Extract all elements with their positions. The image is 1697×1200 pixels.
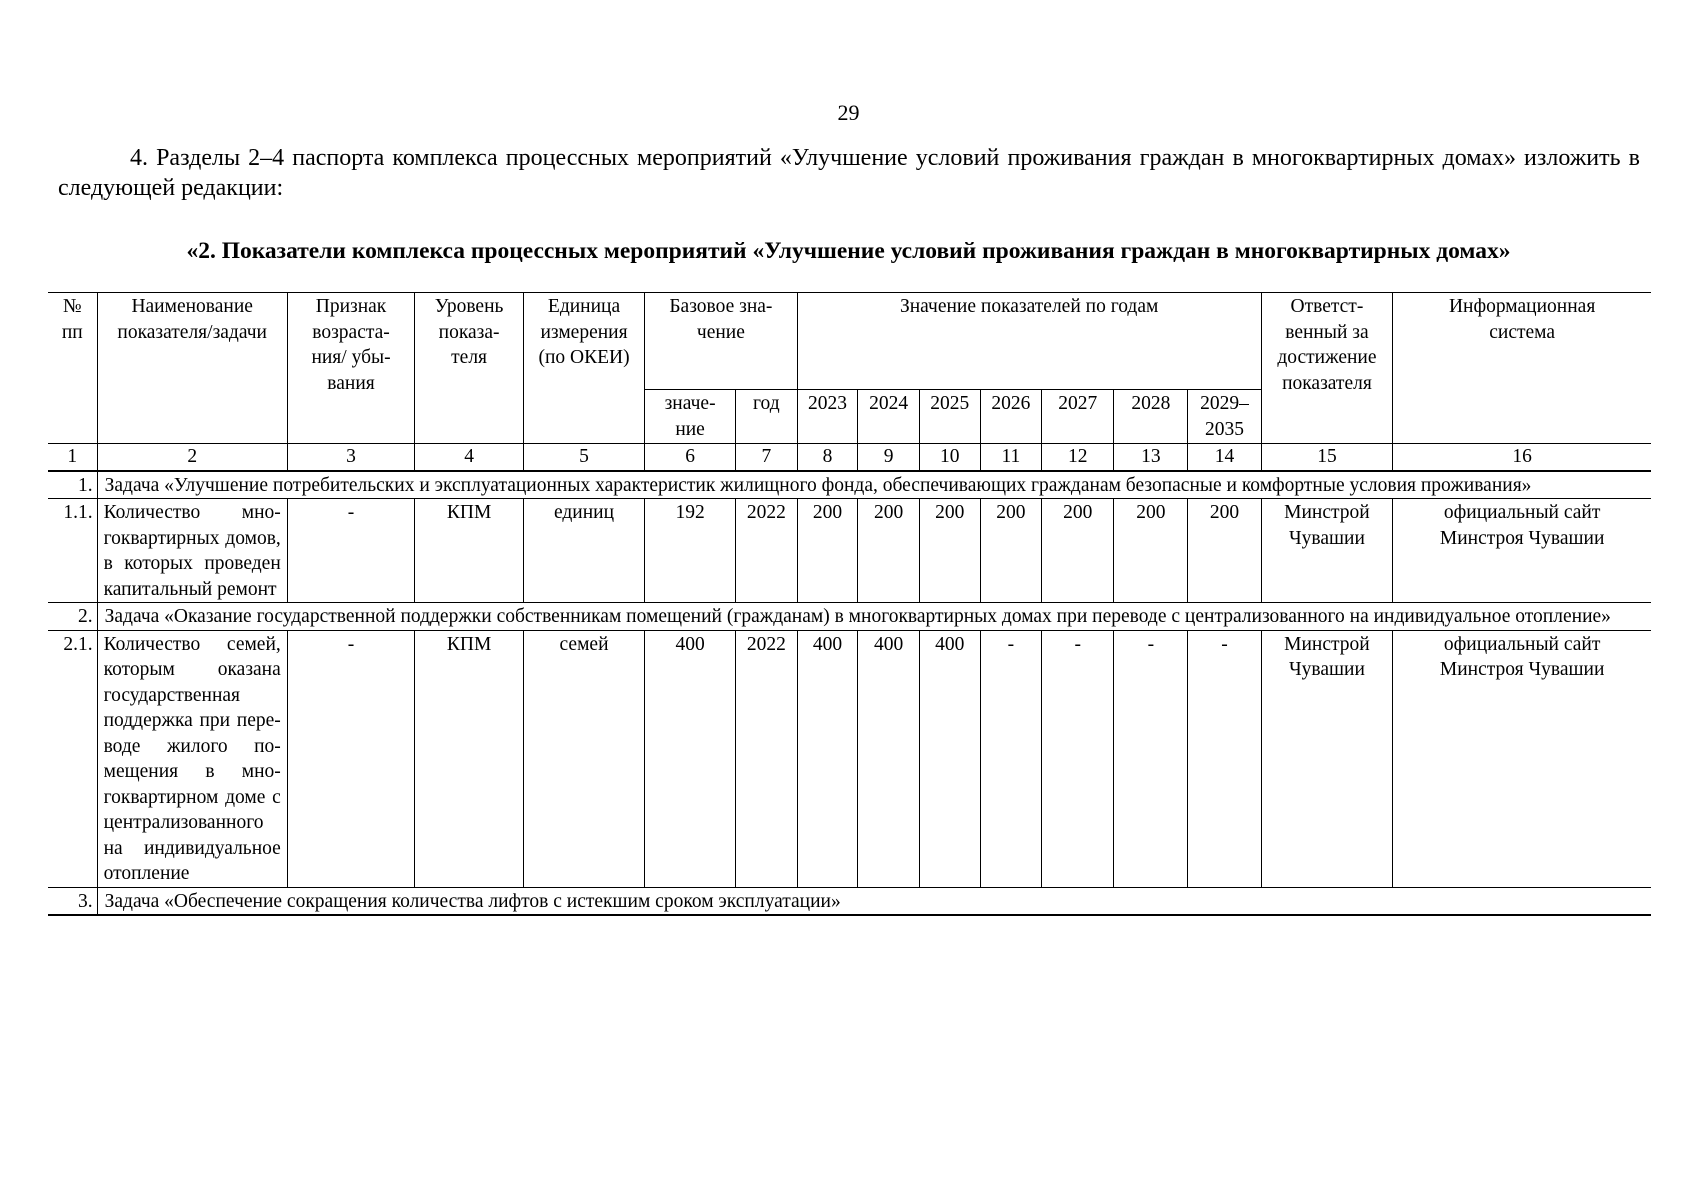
column-number: 1 xyxy=(48,444,97,471)
column-numbers-row xyxy=(48,444,1651,471)
column-number: 5 xyxy=(523,444,644,471)
indicator-base-year: 2022 xyxy=(736,499,798,603)
header-year-2028: 2028 xyxy=(1114,390,1188,444)
indicator-responsible: Минстрой Чувашии xyxy=(1261,499,1393,603)
indicator-info-system: официальный сайт Минстроя Чувашии xyxy=(1393,630,1651,887)
header-no: № пп xyxy=(48,293,97,444)
indicator-value-2028: 200 xyxy=(1114,499,1188,603)
indicator-value-2024: 400 xyxy=(858,630,920,887)
indicator-value-2027: 200 xyxy=(1042,499,1114,603)
section-title: «2. Показатели комплекса процессных мероприятий «Улучшение условий проживания граждан в многоквартирных домах» xyxy=(186,238,1511,264)
task-number: 1. xyxy=(48,471,97,499)
indicator-base-year: 2022 xyxy=(736,630,798,887)
header-years-group: Значение показателей по годам xyxy=(797,293,1261,390)
header-info-system: Информационная система xyxy=(1393,293,1651,444)
page-number: 29 xyxy=(837,100,860,125)
column-number: 6 xyxy=(645,444,736,471)
header-level: Уровень показа- теля xyxy=(415,293,524,444)
indicator-value-2024: 200 xyxy=(858,499,920,603)
indicator-number: 2.1. xyxy=(48,630,97,887)
task-row xyxy=(48,887,1651,915)
column-number: 3 xyxy=(287,444,414,471)
intro-paragraph: 4. Разделы 2–4 паспорта комплекса процессных мероприятий «Улучшение условий проживания граждан в многоквартирных домах» изложить в следующей редакции: xyxy=(58,145,1640,201)
indicator-value-2026: - xyxy=(980,630,1042,887)
column-number: 13 xyxy=(1114,444,1188,471)
indicator-base-value: 400 xyxy=(645,630,736,887)
column-number: 10 xyxy=(919,444,980,471)
task-text: Задача «Улучшение потребительских и эксплуатационных характеристик жилищного фонда, обеспечивающих гражданам безопасные и комфортные условия проживания» xyxy=(97,471,1651,499)
column-number: 12 xyxy=(1042,444,1114,471)
indicator-name: Количество семей, которым оказана государственная поддержка при переводе жилого помещения в многоквартирном доме с централизованного на индивидуальное отопление xyxy=(97,630,287,887)
task-text: Задача «Оказание государственной поддержки собственникам помещений (гражданам) в многоквартирных домах при переводе с централизованного на индивидуальное отопление» xyxy=(97,603,1651,631)
header-base-value: значе- ние xyxy=(645,390,736,444)
task-row xyxy=(48,471,1651,499)
indicator-trend: - xyxy=(287,499,414,603)
indicator-level: КПМ xyxy=(415,499,524,603)
task-text: Задача «Обеспечение сокращения количества лифтов с истекшим сроком эксплуатации» xyxy=(97,887,1651,915)
column-number: 4 xyxy=(415,444,524,471)
column-number: 7 xyxy=(736,444,798,471)
indicator-responsible: Минстрой Чувашии xyxy=(1261,630,1393,887)
header-base: Базовое зна- чение xyxy=(645,293,798,390)
task-number: 2. xyxy=(48,603,97,631)
indicators-table xyxy=(48,292,1651,916)
header-responsible: Ответст- венный за достижение показателя xyxy=(1261,293,1393,444)
indicator-name: Количество многоквартирных домов, в которых проведен капитальный ремонт xyxy=(97,499,287,603)
indicator-trend: - xyxy=(287,630,414,887)
column-number: 9 xyxy=(858,444,920,471)
header-year-2024: 2024 xyxy=(858,390,920,444)
indicator-base-value: 192 xyxy=(645,499,736,603)
column-number: 14 xyxy=(1188,444,1261,471)
header-name: Наименование показателя/задачи xyxy=(97,293,287,444)
indicator-unit: единиц xyxy=(523,499,644,603)
indicator-value-2026: 200 xyxy=(980,499,1042,603)
header-year-2023: 2023 xyxy=(797,390,858,444)
header-year-2025: 2025 xyxy=(919,390,980,444)
column-number: 2 xyxy=(97,444,287,471)
indicator-value-2027: - xyxy=(1042,630,1114,887)
indicator-level: КПМ xyxy=(415,630,524,887)
indicator-value-2029-2035: 200 xyxy=(1188,499,1261,603)
indicator-value-2029-2035: - xyxy=(1188,630,1261,887)
header-trend: Признак возраста- ния/ убы- вания xyxy=(287,293,414,444)
header-year-2029-2035: 2029– 2035 xyxy=(1188,390,1261,444)
indicator-unit: семей xyxy=(523,630,644,887)
column-number: 16 xyxy=(1393,444,1651,471)
indicator-value-2025: 200 xyxy=(919,499,980,603)
indicator-row xyxy=(48,630,1651,887)
header-row-1 xyxy=(48,293,1651,390)
header-year-2026: 2026 xyxy=(980,390,1042,444)
indicator-value-2025: 400 xyxy=(919,630,980,887)
header-base-year: год xyxy=(736,390,798,444)
indicator-row xyxy=(48,499,1651,603)
header-unit: Единица измерения (по ОКЕИ) xyxy=(523,293,644,444)
indicator-number: 1.1. xyxy=(48,499,97,603)
task-row xyxy=(48,603,1651,631)
column-number: 8 xyxy=(797,444,858,471)
column-number: 15 xyxy=(1261,444,1393,471)
indicator-info-system: официальный сайт Минстроя Чувашии xyxy=(1393,499,1651,603)
header-year-2027: 2027 xyxy=(1042,390,1114,444)
column-number: 11 xyxy=(980,444,1042,471)
indicator-value-2023: 200 xyxy=(797,499,858,603)
indicator-value-2023: 400 xyxy=(797,630,858,887)
indicator-value-2028: - xyxy=(1114,630,1188,887)
task-number: 3. xyxy=(48,887,97,915)
